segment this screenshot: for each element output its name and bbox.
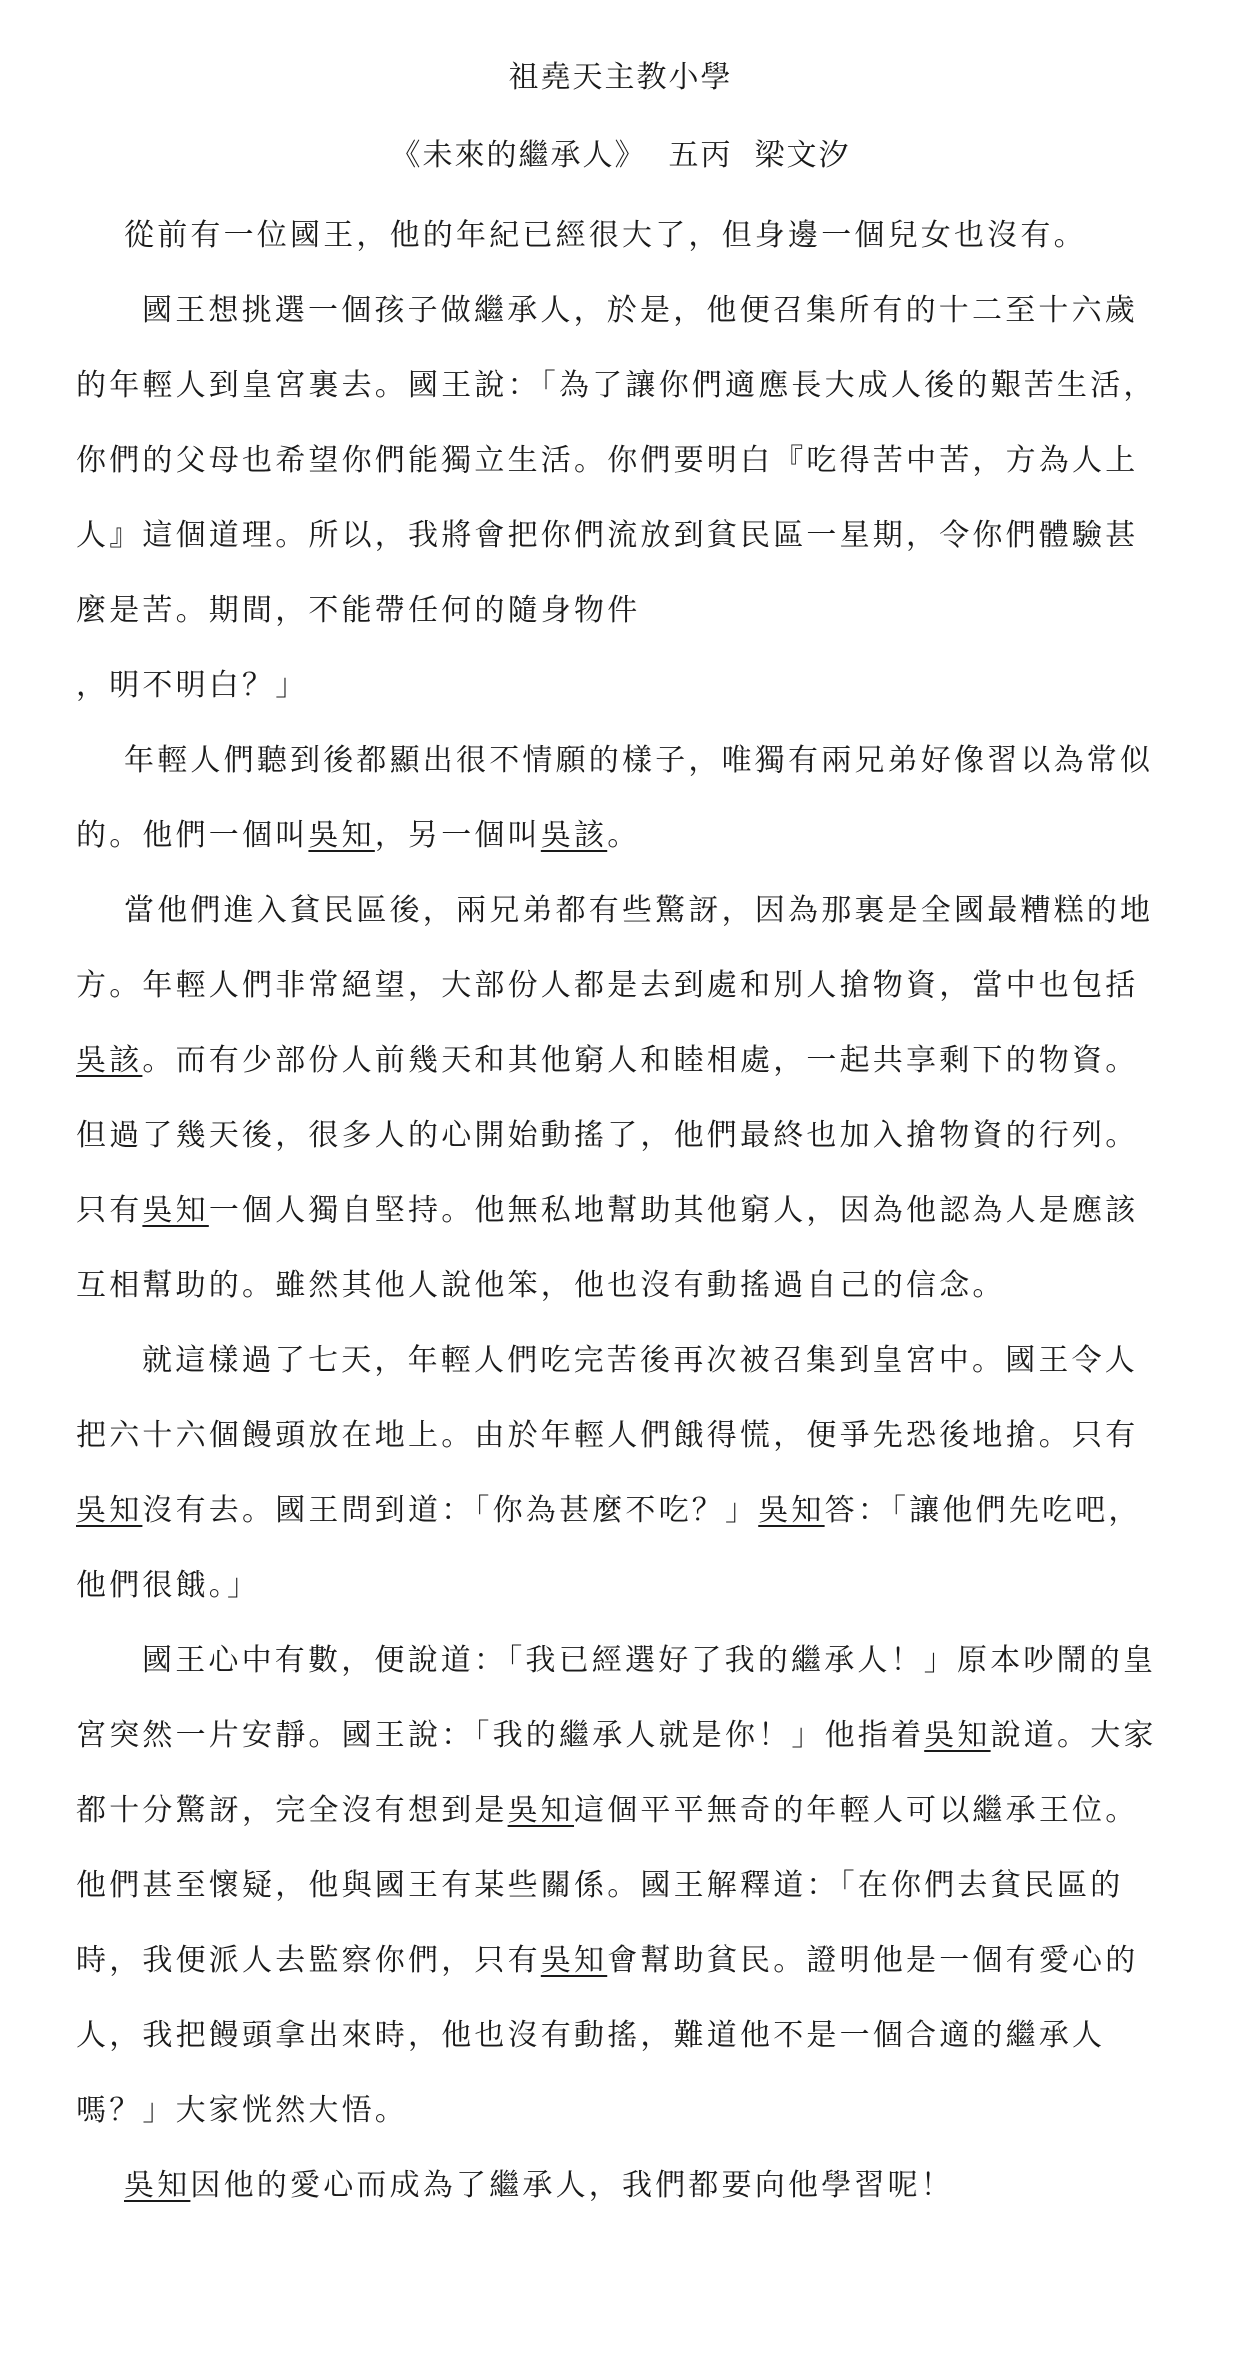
- text-line: [76, 966, 1138, 1006]
- text-line: [142, 1341, 1138, 1381]
- underlined-name: 吳知: [308, 818, 375, 853]
- text-segment: 就這樣過了七天，年輕人們吃完苦後再次被召集到皇宮中。國王令人: [142, 1343, 1138, 1378]
- text-segment: 沒有去。國王問到道：「你為甚麼不吃？」: [142, 1493, 759, 1528]
- text-segment: 嗎？」大家恍然大悟。: [76, 2093, 408, 2128]
- text-line: [142, 291, 1138, 331]
- text-line: [76, 1866, 1123, 1906]
- text-line: [76, 2091, 408, 2131]
- text-line: [76, 1791, 1138, 1831]
- author-name: 梁文汐: [754, 138, 851, 173]
- text-segment: 從前有一位國王，他的年紀已經很大了，但身邊一個兒女也沒有。: [124, 218, 1087, 253]
- underlined-name: 吳該: [76, 1043, 143, 1078]
- text-segment: 年輕人們聽到後都顯出很不情願的樣子，唯獨有兩兄弟好像習以為常似: [124, 743, 1154, 778]
- text-segment: 方。年輕人們非常絕望，大部份人都是去到處和別人搶物資，當中也包括: [76, 968, 1139, 1003]
- text-segment: 你們的父母也希望你們能獨立生活。你們要明白『吃得苦中苦，方為人上: [76, 443, 1139, 478]
- text-line: [124, 891, 1153, 931]
- class-name: 五丙: [668, 138, 733, 173]
- text-line: [76, 1416, 1138, 1456]
- text-segment: 的。他們一個叫: [76, 818, 309, 853]
- text-line: [76, 366, 1157, 406]
- text-segment: 當他們進入貧民區後，兩兄弟都有些驚訝，因為那裏是全國最糟糕的地: [124, 893, 1154, 928]
- underlined-name: 吳知: [507, 1793, 575, 1828]
- text-line: [76, 591, 640, 631]
- text-segment: 互相幫助的。雖然其他人說他笨，他也沒有動搖過自己的信念。: [76, 1268, 1006, 1303]
- text-segment: ，明不明白？」: [76, 668, 309, 703]
- text-line: [76, 1566, 260, 1606]
- underlined-name: 吳知: [924, 1718, 991, 1753]
- text-segment: 的年輕人到皇宮裏去。國王說：「為了讓你們適應長大成人後的艱苦生活，: [76, 368, 1157, 403]
- text-line: [76, 516, 1138, 556]
- text-segment: 國王心中有數，便說道：「我已經選好了我的繼承人！」原本吵鬧的皇: [142, 1643, 1157, 1678]
- text-segment: 一個人獨自堅持。他無私地幫助其他窮人，因為他認為人是應該: [208, 1193, 1139, 1228]
- text-segment: 麼是苦。期間，不能帶任何的隨身物件: [76, 593, 641, 628]
- text-segment: 說道。大家: [990, 1718, 1157, 1753]
- underlined-name: 吳知: [540, 1943, 608, 1978]
- text-line: [76, 1041, 1138, 1081]
- text-segment: ，另一個叫: [374, 818, 541, 853]
- text-line: [142, 1641, 1156, 1681]
- text-line: [76, 1941, 1138, 1981]
- text-line: [76, 816, 640, 856]
- text-segment: 他們很餓。」: [76, 1568, 261, 1603]
- text-segment: 把六十六個饅頭放在地上。由於年輕人們餓得慌，便爭先恐後地搶。只有: [76, 1418, 1139, 1453]
- text-segment: 這個平平無奇的年輕人可以繼承王位。: [574, 1793, 1139, 1828]
- text-line: [76, 1116, 1138, 1156]
- text-segment: 。而有少部份人前幾天和其他窮人和睦相處，一起共享剩下的物資。: [142, 1043, 1139, 1078]
- text-segment: 人』這個道理。所以，我將會把你們流放到貧民區一星期，令你們體驗甚: [76, 518, 1139, 553]
- text-segment: 答：「讓他們先吃吧，: [824, 1493, 1142, 1528]
- text-segment: 會幫助貧民。證明他是一個有愛心的: [607, 1943, 1139, 1978]
- text-segment: 因他的愛心而成為了繼承人，我們都要向他學習呢！: [190, 2168, 955, 2203]
- text-line: [124, 741, 1153, 781]
- essay-title-line: [0, 136, 1241, 176]
- text-line: [76, 1716, 1157, 1756]
- text-segment: 他們甚至懷疑，他與國王有某些關係。國王解釋道：「在你們去貧民區的: [76, 1868, 1124, 1903]
- text-line: [124, 2166, 954, 2206]
- text-line: [76, 441, 1138, 481]
- text-line: [76, 1491, 1142, 1531]
- underlined-name: 吳知: [758, 1493, 825, 1528]
- text-line: [76, 666, 308, 706]
- text-segment: 都十分驚訝，完全沒有想到是: [76, 1793, 508, 1828]
- text-segment: 時，我便派人去監察你們，只有: [76, 1943, 541, 1978]
- underlined-name: 吳該: [540, 818, 608, 853]
- underlined-name: 吳知: [76, 1493, 143, 1528]
- school-name: 祖堯天主教小學: [508, 60, 733, 95]
- text-segment: 只有: [76, 1193, 143, 1228]
- text-line: [124, 216, 1087, 256]
- underlined-name: 吳知: [124, 2168, 191, 2203]
- text-segment: 人，我把饅頭拿出來時，他也沒有動搖，難道他不是一個合適的繼承人: [76, 2018, 1106, 2053]
- essay-title: 《未來的繼承人》: [390, 138, 647, 173]
- text-segment: 國王想挑選一個孩子做繼承人，於是，他便召集所有的十二至十六歲: [142, 293, 1138, 328]
- text-line: [76, 1191, 1138, 1231]
- text-line: [76, 1266, 1006, 1306]
- text-line: [76, 2016, 1105, 2056]
- underlined-name: 吳知: [142, 1193, 209, 1228]
- text-segment: 宮突然一片安靜。國王說：「我的繼承人就是你！」他指着: [76, 1718, 925, 1753]
- text-segment: 但過了幾天後，很多人的心開始動搖了，他們最終也加入搶物資的行列。: [76, 1118, 1139, 1153]
- text-segment: 。: [607, 818, 641, 853]
